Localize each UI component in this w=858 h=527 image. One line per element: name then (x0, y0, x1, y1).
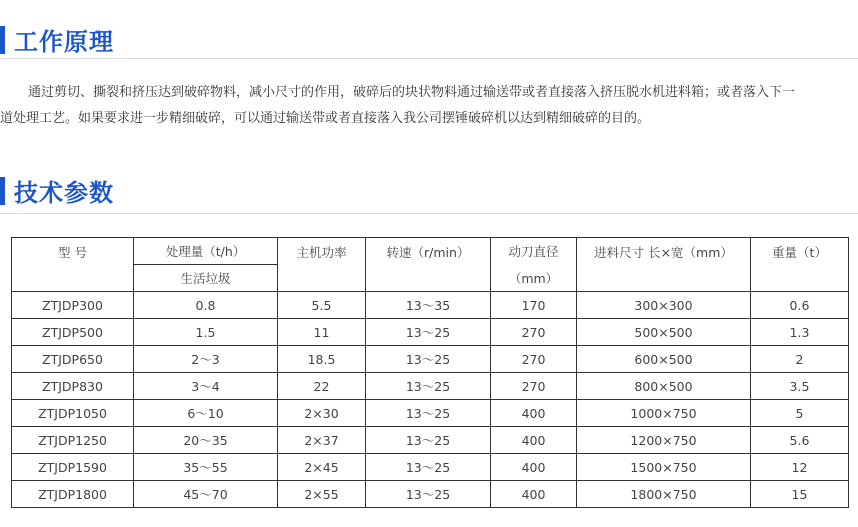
header-model: 型 号 (12, 238, 134, 292)
heading-accent-bar (0, 177, 5, 205)
heading-divider (0, 213, 858, 214)
cell-blade-diameter: 400 (491, 481, 577, 508)
cell-weight: 5 (751, 400, 849, 427)
cell-model: ZTJDP650 (12, 346, 134, 373)
header-capacity-sub: 生活垃圾 (134, 265, 278, 292)
cell-power: 2×30 (278, 400, 366, 427)
cell-feed-size: 800×500 (577, 373, 751, 400)
cell-model: ZTJDP500 (12, 319, 134, 346)
cell-capacity: 35～55 (134, 454, 278, 481)
cell-power: 5.5 (278, 292, 366, 319)
cell-weight: 15 (751, 481, 849, 508)
table-row (12, 319, 849, 346)
cell-feed-size: 1800×750 (577, 481, 751, 508)
table-row (12, 292, 849, 319)
cell-model: ZTJDP1590 (12, 454, 134, 481)
header-speed: 转速（r/min） (366, 238, 491, 292)
section-title: 技术参数 (14, 179, 114, 207)
cell-capacity: 6～10 (134, 400, 278, 427)
cell-weight: 1.3 (751, 319, 849, 346)
cell-blade-diameter: 270 (491, 346, 577, 373)
header-capacity: 处理量（t/h） (134, 238, 278, 265)
cell-blade-diameter: 270 (491, 373, 577, 400)
principle-paragraph (0, 80, 858, 132)
cell-power: 2×45 (278, 454, 366, 481)
cell-capacity: 20～35 (134, 427, 278, 454)
cell-model: ZTJDP1250 (12, 427, 134, 454)
cell-power: 11 (278, 319, 366, 346)
section-heading-parameters (0, 171, 858, 215)
header-feed-size: 进料尺寸 长×宽（mm） (577, 238, 751, 292)
cell-speed: 13～25 (366, 400, 491, 427)
cell-feed-size: 1200×750 (577, 427, 751, 454)
cell-blade-diameter: 170 (491, 292, 577, 319)
cell-power: 2×37 (278, 427, 366, 454)
cell-power: 18.5 (278, 346, 366, 373)
cell-power: 22 (278, 373, 366, 400)
table-row (12, 400, 849, 427)
cell-speed: 13～25 (366, 481, 491, 508)
cell-weight: 2 (751, 346, 849, 373)
table-row (12, 427, 849, 454)
heading-divider (0, 58, 858, 59)
cell-speed: 13～25 (366, 319, 491, 346)
cell-weight: 5.6 (751, 427, 849, 454)
cell-model: ZTJDP1800 (12, 481, 134, 508)
cell-model: ZTJDP830 (12, 373, 134, 400)
cell-capacity: 0.8 (134, 292, 278, 319)
paragraph-line: 道处理工艺。如果要求进一步精细破碎，可以通过输送带或者直接落入我公司摆锤破碎机以达到精细破碎的目的。 (0, 111, 651, 126)
cell-speed: 13～25 (366, 454, 491, 481)
header-weight: 重量（t） (751, 238, 849, 292)
table-row (12, 454, 849, 481)
cell-blade-diameter: 400 (491, 454, 577, 481)
paragraph-line: 通过剪切、撕裂和挤压达到破碎物料，减小尺寸的作用，破碎后的块状物料通过输送带或者直接落入挤压脱水机进料箱；或者落入下一 (28, 85, 796, 100)
table-row (12, 373, 849, 400)
cell-feed-size: 300×300 (577, 292, 751, 319)
heading-accent-bar (0, 26, 5, 54)
cell-capacity: 2～3 (134, 346, 278, 373)
cell-power: 2×55 (278, 481, 366, 508)
header-blade: 动刀直径 (491, 238, 577, 265)
cell-weight: 12 (751, 454, 849, 481)
header-power: 主机功率 (278, 238, 366, 292)
cell-blade-diameter: 400 (491, 400, 577, 427)
cell-capacity: 45～70 (134, 481, 278, 508)
cell-blade-diameter: 400 (491, 427, 577, 454)
section-heading-principle (0, 18, 858, 62)
cell-feed-size: 1000×750 (577, 400, 751, 427)
cell-speed: 13～25 (366, 346, 491, 373)
cell-feed-size: 500×500 (577, 319, 751, 346)
cell-weight: 3.5 (751, 373, 849, 400)
cell-capacity: 3～4 (134, 373, 278, 400)
table-header-row (12, 238, 849, 265)
section-title: 工作原理 (14, 28, 114, 56)
cell-weight: 0.6 (751, 292, 849, 319)
cell-speed: 13～35 (366, 292, 491, 319)
cell-blade-diameter: 270 (491, 319, 577, 346)
cell-feed-size: 600×500 (577, 346, 751, 373)
cell-speed: 13～25 (366, 427, 491, 454)
cell-feed-size: 1500×750 (577, 454, 751, 481)
cell-capacity: 1.5 (134, 319, 278, 346)
cell-model: ZTJDP1050 (12, 400, 134, 427)
cell-speed: 13～25 (366, 373, 491, 400)
cell-model: ZTJDP300 (12, 292, 134, 319)
spec-table (11, 237, 849, 508)
table-row (12, 346, 849, 373)
header-blade-unit: （mm） (491, 265, 577, 292)
table-row (12, 481, 849, 508)
